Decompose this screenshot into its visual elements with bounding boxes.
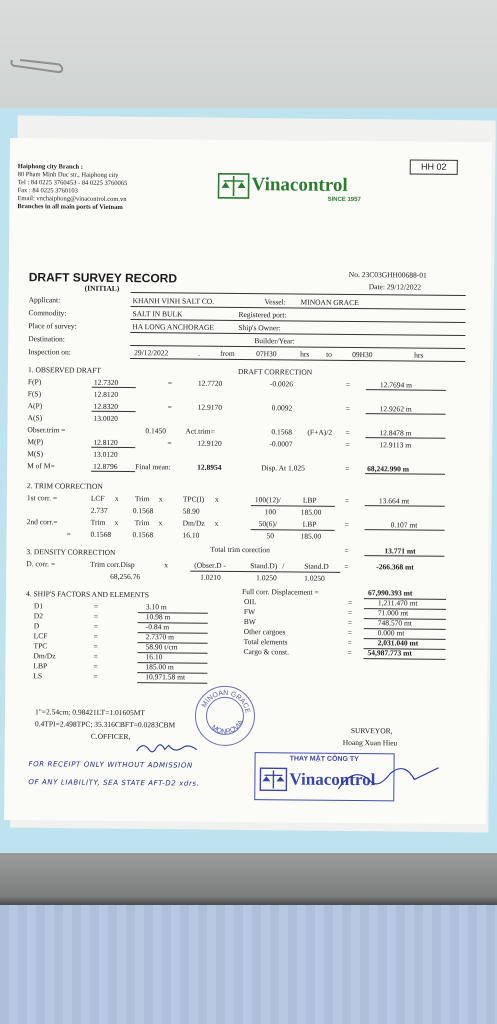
- inspection-dot: .: [198, 348, 201, 358]
- obser-trim-label: Obser.trim =: [27, 425, 66, 435]
- report-number: No. 23C03GHH00688-01: [348, 269, 427, 280]
- conversion-2: 0.4TPI=2.498TPC; 35.316CBFT=0.0283CBM: [34, 719, 176, 730]
- rule: [365, 473, 445, 475]
- first-head-lbp: LBP: [302, 495, 317, 505]
- f-corr: -0.0026: [269, 379, 294, 389]
- rule: [365, 529, 445, 531]
- disp-value: 68,242.990 m: [367, 464, 410, 474]
- factor-label: LS: [33, 671, 43, 681]
- second-head-x: x: [214, 518, 219, 528]
- factor-label: LCF: [33, 631, 48, 641]
- element-label: BW: [243, 617, 256, 627]
- density-head-obser: (Obser.D -: [194, 560, 226, 570]
- vinacontrol-logo: [217, 172, 382, 207]
- rule: [251, 505, 335, 507]
- rule: [365, 505, 445, 507]
- branches-note: Branches in all main ports of Vietnam: [17, 203, 123, 211]
- factors-heading: 4. SHIP'S FACTORS AND ELEMENTS: [25, 589, 150, 600]
- element-value: 2,031.040 mt: [377, 638, 419, 648]
- fa2-label: (F+A)/2: [307, 427, 333, 437]
- second-val-trim2: 0.1568: [132, 530, 154, 540]
- first-head-trim: Trim: [134, 494, 150, 504]
- scales-icon: [259, 767, 287, 793]
- factor-label: TPC: [33, 641, 48, 651]
- to-label: to: [326, 349, 333, 359]
- conversion-1: 1"=2.54cm; 0.98421LT=1.01605MT: [34, 707, 146, 718]
- report-subtitle: (INITIAL): [84, 283, 120, 293]
- equals: =: [347, 617, 353, 628]
- second-corr-result: 0.107 mt: [390, 520, 418, 530]
- final-mean-label: Final mean:: [135, 462, 171, 472]
- second-head-trim: Trim: [90, 517, 106, 527]
- equals: =: [347, 607, 353, 618]
- mofm-label: M of M=: [27, 461, 55, 471]
- factor-value: 185.00 m: [145, 662, 174, 672]
- factor-value: 58.90 t/cm: [145, 642, 178, 652]
- density-label: D. corr. =: [26, 559, 56, 569]
- first-head-x: x: [214, 494, 219, 504]
- mofm-value: 12.8796: [93, 461, 118, 471]
- second-head-trim: Trim: [134, 518, 150, 528]
- m-corr: -0.0007: [269, 439, 293, 449]
- element-label: Full corr. Displacement =: [242, 587, 319, 597]
- second-head-50: 50(6)/: [258, 519, 278, 529]
- equals: =: [344, 561, 349, 571]
- equals: =: [347, 637, 352, 648]
- factor-value: 3.10 m: [145, 602, 167, 612]
- rule: [91, 471, 135, 472]
- equals: =: [344, 495, 350, 505]
- second-val-50: 50: [266, 531, 275, 541]
- fs-label: F(S): [27, 389, 42, 399]
- density-val-stand: 1.0250: [256, 573, 277, 583]
- mp-label: M(P): [27, 437, 44, 447]
- equals: =: [93, 641, 98, 651]
- a-corr: 0.0092: [271, 403, 293, 413]
- first-head-lcf: LCF: [90, 493, 105, 503]
- hrs-label: hrs: [414, 350, 424, 360]
- equals: =: [93, 661, 98, 671]
- first-val-trim: 0.1568: [132, 506, 154, 516]
- hrs-label: hrs: [300, 349, 310, 359]
- element-label: OIL: [243, 597, 257, 607]
- rule: [251, 529, 335, 531]
- equals: =: [347, 627, 352, 638]
- f-result: 12.7694 m: [379, 380, 412, 390]
- surveyor-signature: [334, 759, 444, 800]
- density-heading: 3. DENSITY CORRECTION: [26, 547, 116, 557]
- paperclip-icon: [8, 52, 64, 74]
- surveyor-label: SURVEYOR,: [350, 725, 393, 736]
- density-head-stand: Stand.D): [250, 561, 278, 571]
- factor-value: -0.84 m: [145, 622, 170, 632]
- factor-value: 2.7370 m: [145, 632, 175, 642]
- ms-label: M(S): [27, 449, 44, 459]
- second-corr-label: 2nd corr.=: [26, 517, 58, 527]
- element-label: Other cargoes: [243, 627, 286, 637]
- first-val-100: 100: [264, 507, 277, 517]
- equals: =: [66, 529, 71, 539]
- element-value: 748.570 mt: [377, 618, 412, 628]
- equals: =: [344, 519, 349, 529]
- act-trim-label: Act.trim=: [185, 426, 215, 436]
- equals: =: [167, 402, 172, 412]
- equals: =: [345, 463, 350, 473]
- factor-value: 16.10: [145, 652, 163, 662]
- disp-label: Disp. At 1.025: [261, 463, 305, 473]
- equals: =: [345, 403, 350, 413]
- density-head-stand2: Stand.D: [304, 561, 329, 571]
- equals: =: [345, 427, 350, 437]
- officer-label: C.OFFICER,: [90, 731, 131, 742]
- first-corr-result: 13.664 mt: [378, 496, 410, 506]
- element-value: 1,211.470 mt: [377, 598, 418, 608]
- factor-label: D2: [33, 611, 44, 621]
- equals: =: [93, 631, 98, 641]
- density-val-stand2: 1.0250: [304, 573, 325, 583]
- density-val-obser: 1.0210: [200, 572, 221, 582]
- density-val-disp: 68,256.76: [110, 571, 141, 582]
- vessel-label: Vessel:: [264, 297, 286, 307]
- observed-heading: 1. OBSERVED DRAFT: [27, 365, 101, 375]
- equals: =: [344, 545, 349, 555]
- form-code: HH 02: [410, 159, 458, 174]
- applicant-value: KHANH VINH SALT CO.: [132, 296, 215, 306]
- fp-label: F(P): [27, 377, 42, 387]
- rule: [131, 292, 466, 296]
- obser-trim-value: 0.1450: [145, 426, 167, 436]
- factor-label: D: [33, 621, 40, 631]
- density-head-x: x: [164, 560, 169, 570]
- factor-label: Dm/Dz: [33, 651, 56, 661]
- vessel-value: MINOAN GRACE: [300, 297, 359, 308]
- equals: =: [345, 439, 350, 449]
- total-trim-value: 13.771 mt: [384, 546, 416, 556]
- place-label: Place of survey:: [28, 321, 77, 331]
- logo-name: Vinacontrol: [251, 174, 348, 196]
- f-mean: 12.7720: [197, 378, 223, 388]
- equals: =: [347, 597, 353, 608]
- draft-survey-document: [4, 138, 492, 824]
- report-date: Date: 29/12/2022: [368, 282, 422, 292]
- commodity-label: Commodity:: [28, 308, 67, 318]
- factor-value: 10,971.58 mt: [145, 672, 186, 682]
- a-result: 12.9262 m: [379, 404, 412, 414]
- rule: [364, 555, 444, 557]
- first-head-tpc: TPC(I): [182, 494, 205, 504]
- element-label: Total elements: [243, 637, 288, 647]
- branch-tel: Tel : 84 0225 3760453 - 84 0225 3760065: [17, 179, 128, 188]
- report-title: DRAFT SURVEY RECORD: [28, 270, 178, 286]
- element-value: 0.000 mt: [377, 628, 405, 638]
- element-value: 67,990.393 mt: [368, 588, 413, 598]
- equals: =: [167, 378, 173, 388]
- second-head-x: x: [158, 518, 163, 528]
- equals: =: [93, 621, 99, 631]
- blue-cloth: [0, 905, 497, 1024]
- first-head-x: x: [114, 493, 119, 503]
- logo-since: SINCE 1957: [327, 196, 361, 204]
- element-label: Cargo & const.: [243, 647, 290, 657]
- branch-title: Haiphong city Branch :: [17, 163, 83, 171]
- trim-heading: 2. TRIM CORRECTION: [26, 481, 103, 491]
- fa2-value: 12.8478 m: [379, 428, 412, 438]
- rule: [366, 389, 446, 391]
- density-result: -266.368 mt: [376, 562, 414, 572]
- rule: [130, 345, 465, 349]
- equals: =: [167, 438, 172, 448]
- second-val-dmdz: 16.10: [182, 530, 200, 540]
- m-result: 12.9113 m: [379, 440, 412, 450]
- as-value: 13.0020: [93, 413, 118, 423]
- branch-address: 80 Pham Minh Duc str., Haiphong city: [17, 171, 119, 179]
- stamp-top-text: THAY MẶT CÔNG TY: [289, 755, 359, 764]
- builder-label: Builder/Year:: [254, 336, 295, 346]
- element-value: 71.000 mt: [377, 608, 409, 618]
- equals: =: [93, 611, 99, 621]
- act-trim-value: 0.1568: [271, 427, 293, 437]
- factor-label: LBP: [33, 661, 48, 671]
- applicant-label: Applicant:: [28, 295, 61, 305]
- svg-text:MONROVIA: [210, 719, 245, 736]
- first-val-lbp: 185.00: [300, 507, 322, 517]
- second-head-dmdz: Dm/Dz: [182, 518, 205, 528]
- rule: [363, 658, 445, 660]
- stamp-name: Vinacontrol: [289, 769, 376, 790]
- second-head-lbp: LBP: [302, 519, 317, 529]
- surveyor-name: Hoang Xuan Hieu: [342, 737, 398, 748]
- branch-email: Email: vnchaiphong@vinacontrol.com.vn: [17, 195, 127, 204]
- inspection-label: Inspection on:: [28, 347, 71, 357]
- inspection-date: 29/12/2022: [134, 348, 169, 358]
- commodity-value: SALT IN BULK: [132, 309, 183, 319]
- rule: [91, 447, 135, 448]
- first-val-lcf: 2.737: [90, 505, 108, 515]
- ap-value: 12.8320: [93, 401, 119, 411]
- factor-value: 10.98 m: [145, 612, 171, 622]
- ap-label: A(P): [27, 401, 43, 411]
- element-label: FW: [243, 607, 256, 617]
- density-head-trimcorr: Trim corr.Disp: [90, 559, 135, 570]
- factor-label: D1: [33, 601, 44, 611]
- fs-value: 12.8120: [93, 389, 119, 399]
- ship-stamp: [195, 686, 256, 747]
- from-label: from: [220, 348, 235, 358]
- officer-signature: [135, 739, 199, 758]
- element-value: 54,987.773 mt: [367, 648, 412, 658]
- rule: [365, 437, 445, 439]
- registered-port-label: Registered port:: [238, 310, 287, 320]
- equals: =: [347, 647, 352, 658]
- second-val-trim: 0.1568: [90, 529, 112, 539]
- ship-stamp-text: [196, 687, 255, 746]
- equals: =: [345, 379, 351, 389]
- equals: =: [93, 651, 98, 661]
- rule: [130, 332, 465, 336]
- first-head-100: 100(12)/: [254, 495, 281, 505]
- handwritten-note-1: FOR RECEIPT ONLY WITHOUT ADMISSION: [28, 760, 193, 770]
- m-mean: 12.9120: [197, 438, 222, 448]
- ship-stamp-bottom: MONROVIA: [209, 719, 246, 736]
- first-head-x: x: [158, 494, 163, 504]
- fp-value: 12.7320: [93, 377, 119, 387]
- mp-value: 12.8120: [93, 437, 118, 447]
- a-mean: 12.9170: [197, 402, 223, 412]
- place-value: HA LONG ANCHORAGE: [132, 322, 215, 332]
- scales-icon: [217, 172, 249, 202]
- to-time: 09H30: [352, 349, 373, 360]
- second-head-x: x: [114, 517, 119, 527]
- density-head-slash: /: [282, 561, 285, 571]
- rule: [92, 411, 136, 412]
- as-label: A(S): [27, 413, 43, 423]
- handwritten-note-2: OF ANY LIABILITY, SEA STATE AFT-D2 xdrs.: [28, 778, 200, 788]
- ship-stamp-top: MINOAN GRACE: [200, 689, 251, 714]
- table-surface-top: [0, 0, 497, 120]
- second-val-lbp: 185.00: [300, 531, 322, 541]
- ships-owner-label: Ship's Owner:: [238, 323, 281, 333]
- equals: =: [93, 601, 99, 611]
- rule: [92, 387, 136, 388]
- destination-label: Destination:: [28, 334, 65, 344]
- branch-fax: Fax : 84 0225 3760103: [17, 187, 78, 195]
- first-corr-label: 1st corr. =: [26, 493, 58, 503]
- from-time: 07H30: [256, 349, 277, 359]
- equals: =: [93, 671, 98, 681]
- ms-value: 13.0120: [93, 449, 118, 459]
- rule: [137, 682, 207, 684]
- correction-heading: DRAFT CORRECTION: [237, 366, 313, 377]
- svg-text:MINOAN GRACE: [201, 690, 251, 715]
- final-mean-value: 12.8954: [197, 462, 222, 472]
- rule: [366, 413, 446, 415]
- first-val-tpc: 58.90: [182, 506, 200, 516]
- total-trim-label: Total trim corection: [210, 544, 270, 555]
